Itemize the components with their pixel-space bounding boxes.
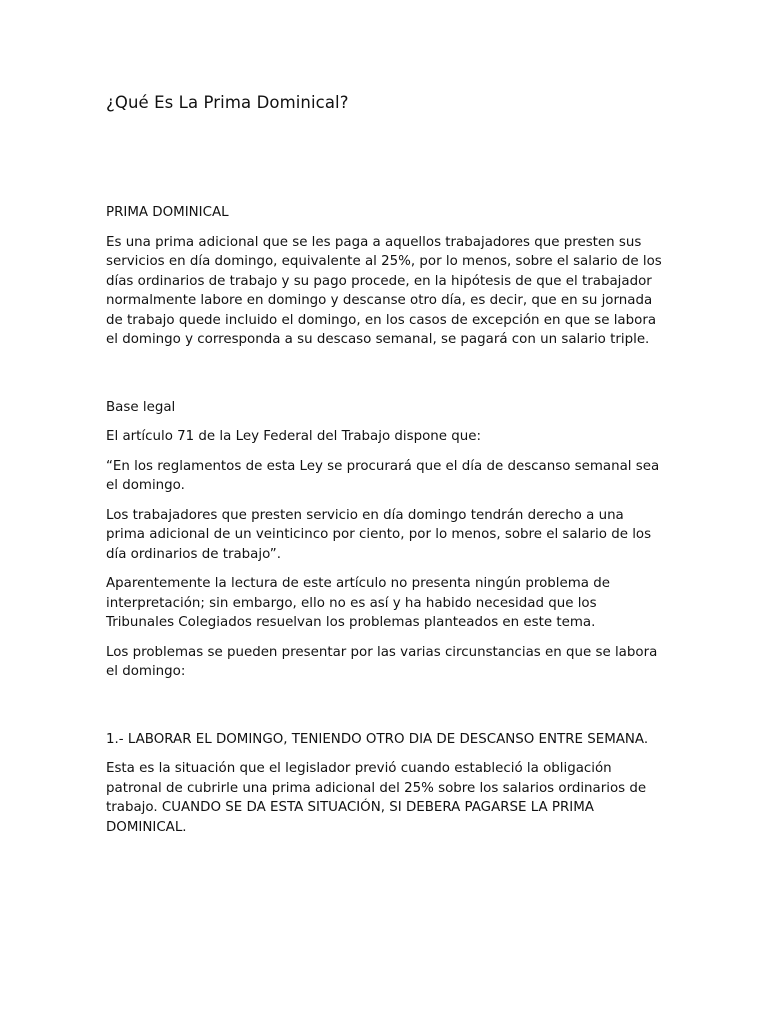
- paragraph-interpretation: Aparentemente la lectura de este artículo no presenta ningún problema de interpretación; sin embargo, ello no es así y ha habido necesidad que los Tribunales Colegiados resuelvan los problemas planteados en este tema.: [106, 576, 610, 630]
- paragraph-case-1: Esta es la situación que el legislador previó cuando estableció la obligación patronal de cubrirle una prima adicional del 25% sobre los salarios ordinarios de trabajo. CUANDO SE DA ESTA SITUACIÓN, SI DEBERA PAGARSE LA PRIMA DOMINICAL.: [106, 761, 647, 835]
- paragraph-quote-part-1: “En los reglamentos de esta Ley se procurará que el día de descanso semanal sea el domingo.: [106, 458, 660, 493]
- section-heading-case-1: 1.- LABORAR EL DOMINGO, TENIENDO OTRO DIA DE DESCANSO ENTRE SEMANA.: [106, 731, 649, 747]
- document-title: ¿Qué Es La Prima Dominical?: [106, 93, 349, 112]
- spacer: [106, 692, 666, 730]
- paragraph-circumstances: Los problemas se pueden presentar por las varias circunstancias en que se labora el domingo:: [106, 644, 658, 679]
- spacer: [106, 360, 666, 398]
- section-heading-prima-dominical: PRIMA DOMINICAL: [106, 205, 229, 220]
- paragraph-definition: Es una prima adicional que se les paga a aquellos trabajadores que presten sus servicios en día domingo, equivalente al 25%, por lo menos, sobre el salario de los días ordinarios de trabajo y su pago procede, en la hipótesis de que el trabajador normalmente labore en domingo y descanse otro día, es decir, que en su jornada de trabajo quede incluido el domingo, en los casos de excepción en que se labora el domingo y corresponda a su descaso semanal, se pagará con un salario triple.: [106, 234, 662, 347]
- document-body: [106, 203, 666, 847]
- paragraph-article-71: El artículo 71 de la Ley Federal del Trabajo dispone que:: [106, 429, 482, 444]
- paragraph-quote-part-2: Los trabajadores que presten servicio en día domingo tendrán derecho a una prima adicional de un veinticinco por ciento, por lo menos, sobre el salario de los día ordinarios de trabajo”.: [106, 507, 652, 562]
- section-heading-base-legal: Base legal: [106, 399, 176, 415]
